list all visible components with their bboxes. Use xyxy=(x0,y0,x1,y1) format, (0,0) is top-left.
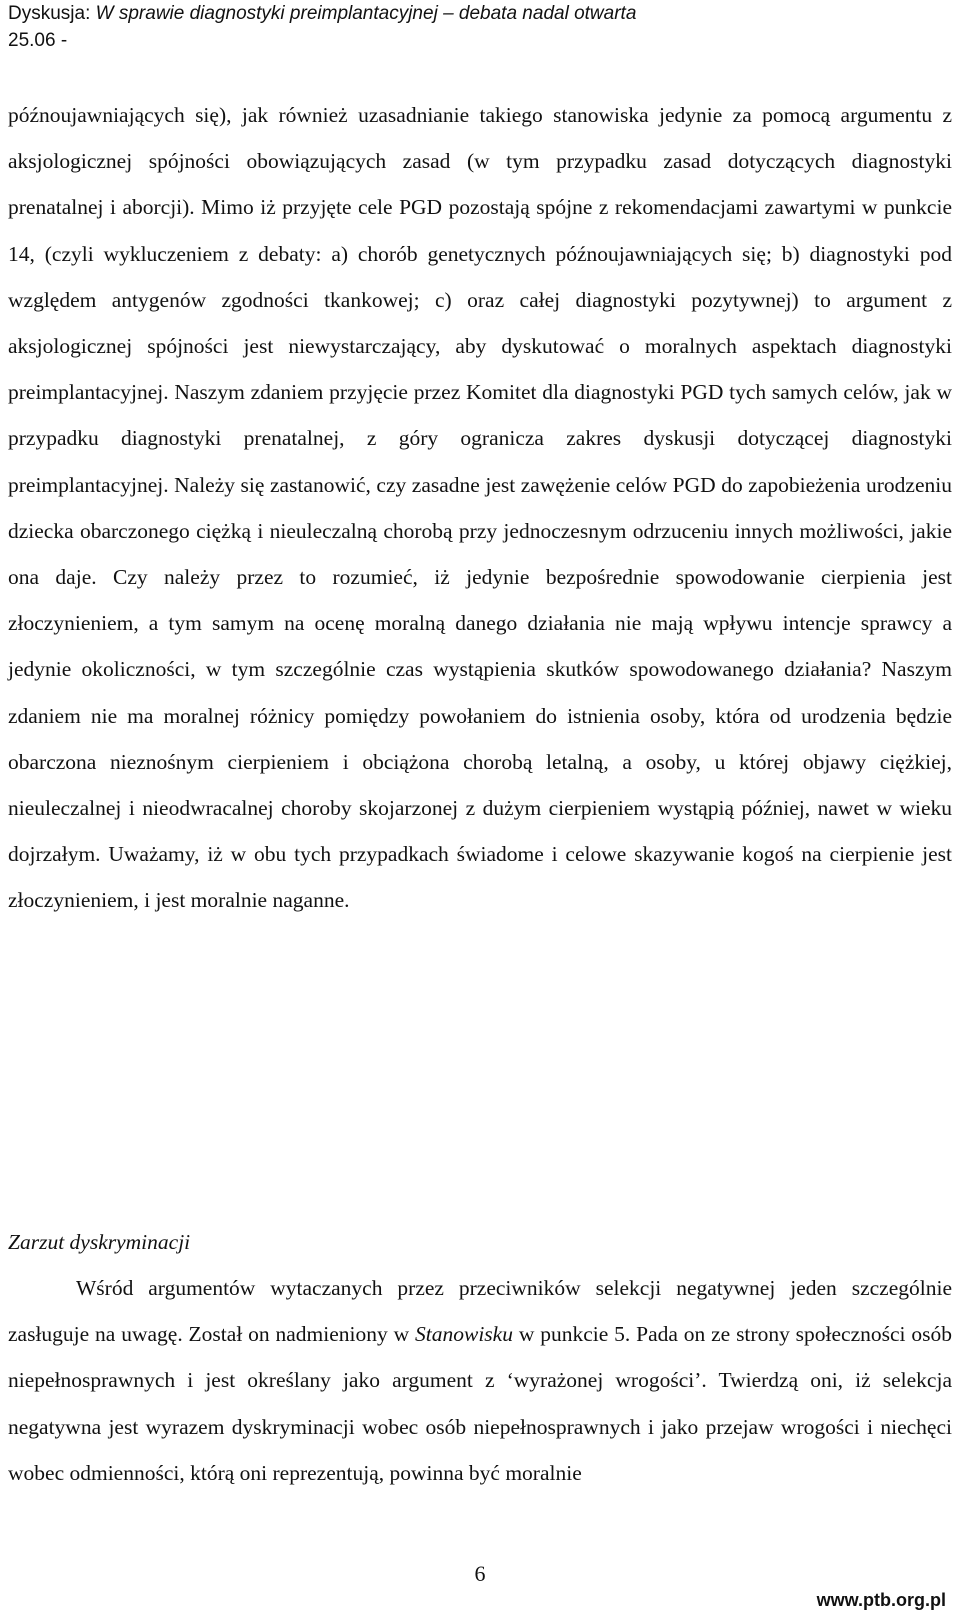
page-number: 6 xyxy=(474,1561,486,1586)
paragraph-2-italic-word: Stanowisku xyxy=(415,1322,513,1347)
paragraph-2-part-1: Wśród argumentów wytaczanych przez przeciwników selekcji negatywnej jeden szczególnie zasługuje na uwagę. Został on nadmieniony w xyxy=(8,1276,952,1347)
header-date: 25.06 - xyxy=(8,30,68,51)
site-url-link[interactable]: www.ptb.org.pl xyxy=(816,1590,946,1610)
body-paragraph-2 xyxy=(8,1265,952,1496)
paragraph-2-part-2: w punkcie 5. Pada on ze strony społeczności osób niepełnosprawnych i jest określany jako argument z ‘wyrażonej wrogości’. Twierdzą oni, iż selekcja negatywna jest wyrazem dyskryminacji wobec osób niepełnosprawnych i jako przejaw wrogości i niechęci wobec odmienności, którą oni reprezentują, powinna być moralnie xyxy=(8,1322,953,1485)
header-prefix: Dyskusja: xyxy=(8,3,96,24)
header-title-line xyxy=(8,0,948,27)
section-heading: Zarzut dyskryminacji xyxy=(8,1230,191,1254)
page-header xyxy=(8,0,948,54)
body-paragraph-1: późnoujawniających się), jak również uzasadnianie takiego stanowiska jedynie za pomocą argumentu z aksjologicznej spójności obowiązujących zasad (w tym przypadku zasad dotyczących diagnostyki prenatalnej i aborcji). Mimo iż przyjęte cele PGD pozostają spójne z rekomendacjami zawartymi w punkcie 14, (czyli wykluczeniem z debaty: a) chorób genetycznych późnoujawniających się; b) diagnostyki pod względem antygenów zgodności tkankowej; c) oraz całej diagnostyki pozytywnej) to argument z aksjologicznej spójności jest niewystarczający, aby dyskutować o moralnych aspektach diagnostyki preimplantacyjnej. Naszym zdaniem przyjęcie przez Komitet dla diagnostyki PGD tych samych celów, jak w przypadku diagnostyki prenatalnej, z góry ogranicza zakres dyskusji dotyczącej diagnostyki preimplantacyjnej. Należy się zastanowić, czy zasadne jest zawężenie celów PGD do zapobieżenia urodzeniu dziecka obarczonego ciężką i nieuleczalną chorobą przy jednoczesnym odrzuceniu innych możliwości, jakie ona daje. Czy należy przez to rozumieć, iż jedynie bezpośrednie spowodowanie cierpienia jest złoczynieniem, a tym samym na ocenę moralną danego działania nie mają wpływu intencje sprawcy a jedynie okoliczności, w tym szczególnie czas wystąpienia skutków spowodowanego działania? Naszym zdaniem nie ma moralnej różnicy pomiędzy powołaniem do istnienia osoby, która od urodzenia będzie obarczona nieznośnym cierpieniem i obciążona chorobą letalną, a osoby, u której objawy ciężkiej, nieuleczalnej i nieodwracalnej choroby skojarzonej z dużym cierpieniem wystąpią później, nawet w wieku dojrzałym. Uważamy, iż w obu tych przypadkach świadome i celowe skazywanie kogoś na cierpienie jest złoczynieniem, i jest moralnie naganne. xyxy=(8,103,952,913)
header-title: W sprawie diagnostyki preimplantacyjnej – debata nadal otwarta xyxy=(95,3,637,24)
